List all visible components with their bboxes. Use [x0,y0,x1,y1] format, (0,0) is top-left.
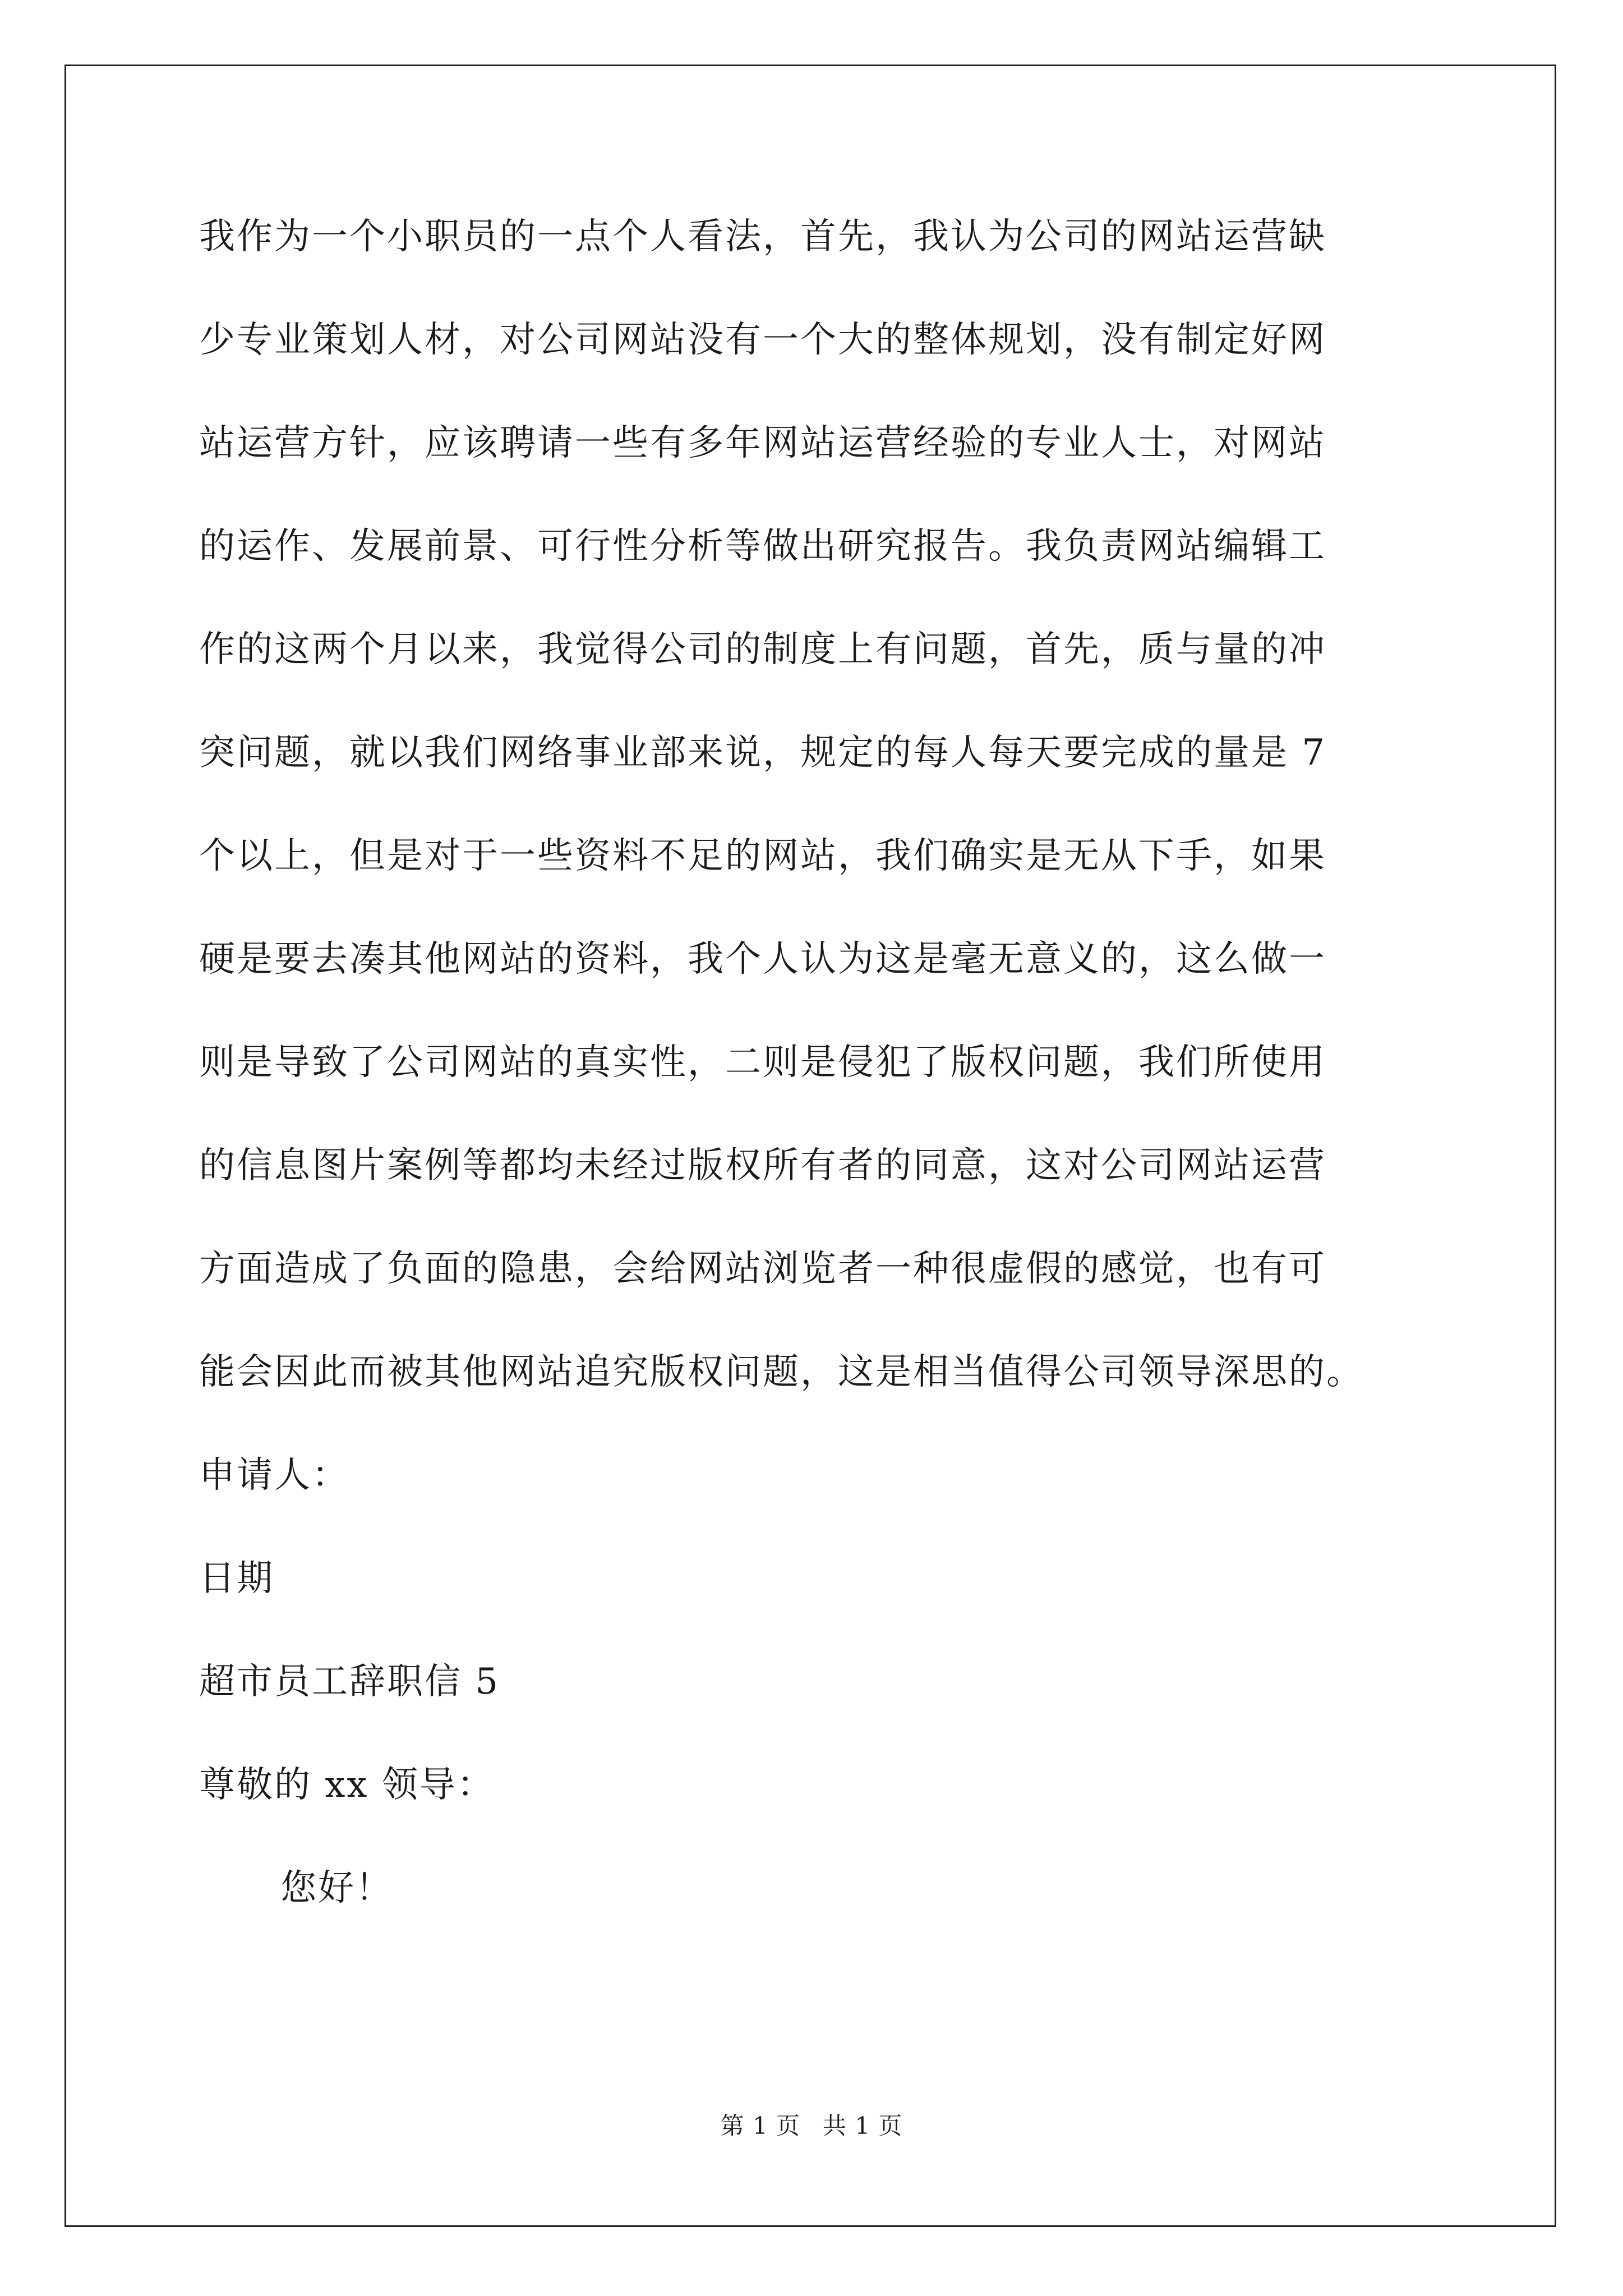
page-footer [0,2112,1623,2140]
paragraph-line: 的信息图片案例等都均未经过版权所有者的同意，这对公司网站运营 [199,1145,1326,1186]
paragraph-line: 硬是要去凑其他网站的资料，我个人认为这是毫无意义的，这么做一 [199,938,1326,980]
paragraph-line: 的运作、发展前景、可行性分析等做出研究报告。我负责网站编辑工 [199,526,1326,567]
paragraph-line: 突问题，就以我们网络事业部来说，规定的每人每天要完成的量是 7 [199,732,1327,774]
paragraph-line: 少专业策划人材，对公司网站没有一个大的整体规划，没有制定好网 [199,319,1326,361]
salutation: 尊敬的 xx 领导： [199,1764,495,1806]
paragraph-line: 站运营方针，应该聘请一些有多年网站运营经验的专业人士，对网站 [199,422,1326,464]
paragraph-line: 作的这两个月以来，我觉得公司的制度上有问题，首先，质与量的冲 [199,629,1326,670]
page-number-current: 第 1 页 [720,2112,800,2139]
paragraph-line: 方面造成了负面的隐患，会给网站浏览者一种很虚假的感觉，也有可 [199,1248,1326,1290]
paragraph-line: 我作为一个小职员的一点个人看法，首先，我认为公司的网站运营缺 [199,216,1326,257]
greeting: 您好！ [280,1867,393,1909]
date-label: 日期 [199,1558,274,1599]
paragraph-line: 个以上，但是对于一些资料不足的网站，我们确实是无从下手，如果 [199,835,1326,877]
paragraph-line: 能会因此而被其他网站追究版权问题，这是相当值得公司领导深思的。 [199,1351,1364,1393]
paragraph-line: 则是导致了公司网站的真实性，二则是侵犯了版权问题，我们所使用 [199,1042,1326,1083]
document-body [199,213,1444,1968]
applicant-label: 申请人： [199,1455,349,1496]
page-number-total: 共 1 页 [823,2112,903,2139]
letter-title: 超市员工辞职信 5 [199,1661,500,1703]
